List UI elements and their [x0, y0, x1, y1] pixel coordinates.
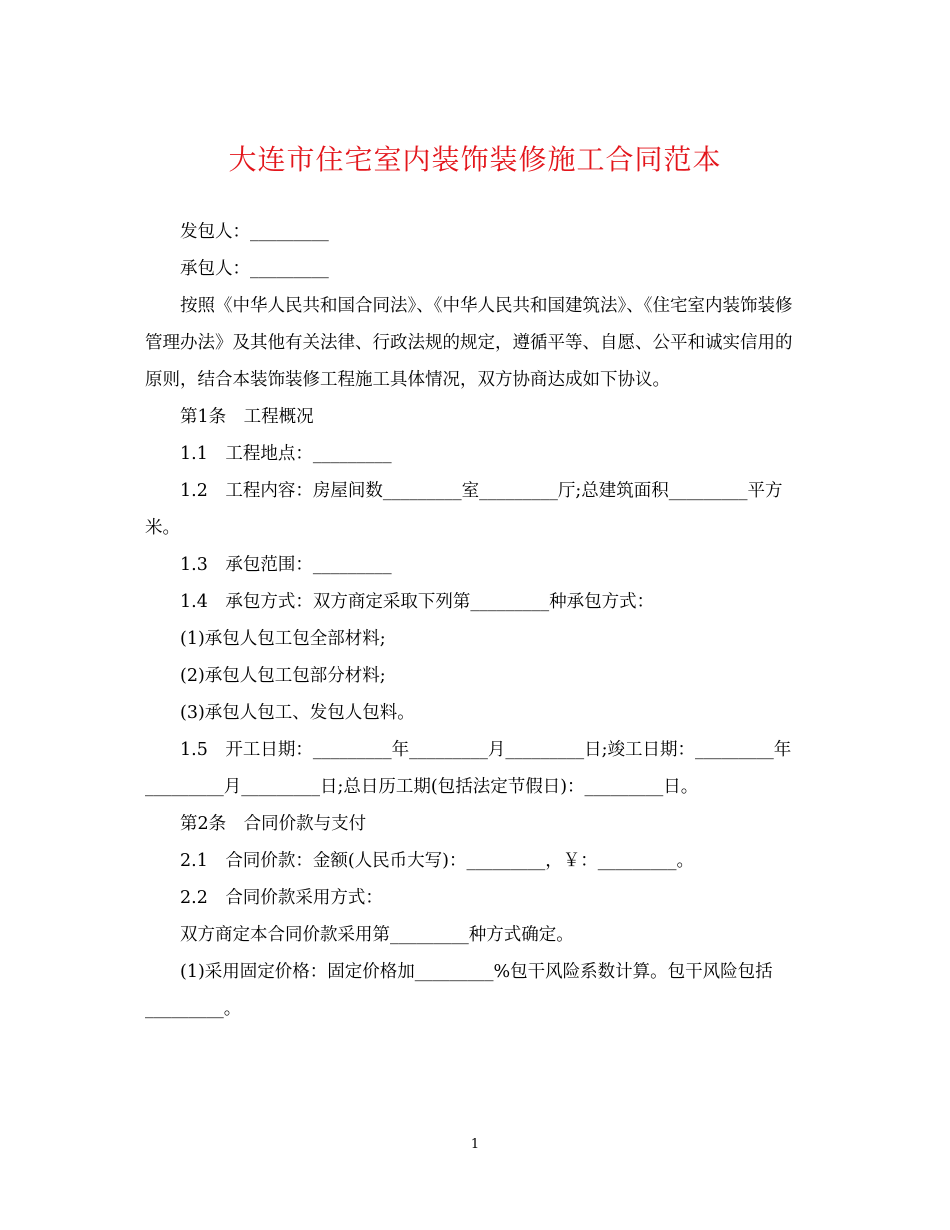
clause-1-4: 1.4 承包方式：双方商定采取下列第_________种承包方式： [180, 592, 655, 612]
clause-1-2: 1.2 工程内容：房屋间数_________室_________厅;总建筑面积_________平方米。 [145, 481, 783, 538]
page-number: 1 [470, 1137, 480, 1152]
option-2: (2)承包人包工包部分材料; [180, 666, 386, 686]
paragraph-employer: 发包人：_________ [180, 222, 329, 242]
article-1-heading: 第1条 工程概况 [180, 407, 314, 427]
clause-1-3: 1.3 承包范围：_________ [180, 555, 392, 575]
option-1: (1)承包人包工包全部材料; [180, 629, 386, 649]
article-2-heading: 第2条 合同价款与支付 [180, 814, 367, 834]
option-3: (3)承包人包工、发包人包料。 [180, 703, 415, 723]
fixed-price-paragraph: (1)采用固定价格：固定价格加_________%包干风险系数计算。包干风险包括_________。 [145, 962, 773, 1019]
paragraph-contractor: 承包人：_________ [180, 259, 329, 279]
clause-2-2: 2.2 合同价款采用方式： [180, 888, 383, 908]
clause-1-1: 1.1 工程地点：_________ [180, 444, 392, 464]
clause-2-1: 2.1 合同价款：金额(人民币大写)：_________，￥：_________。 [180, 851, 694, 871]
document-title: 大连市住宅室内装饰装修施工合同范本 [228, 143, 722, 176]
document-body [145, 214, 809, 1028]
price-method-paragraph: 双方商定本合同价款采用第_________种方式确定。 [180, 925, 574, 945]
clause-1-5: 1.5 开工日期：_________年_________月_________日;竣工日期：_________年_________月_________日;总日历工期(包括法定节假日)：_________日。 [145, 740, 792, 797]
paragraph-preamble: 按照《中华人民共和国合同法》、《中华人民共和国建筑法》、《住宅室内装饰装修管理办法》及其他有关法律、行政法规的规定，遵循平等、自愿、公平和诚实信用的原则，结合本装饰装修工程施工具体情况，双方协商达成如下协议。 [145, 296, 793, 390]
